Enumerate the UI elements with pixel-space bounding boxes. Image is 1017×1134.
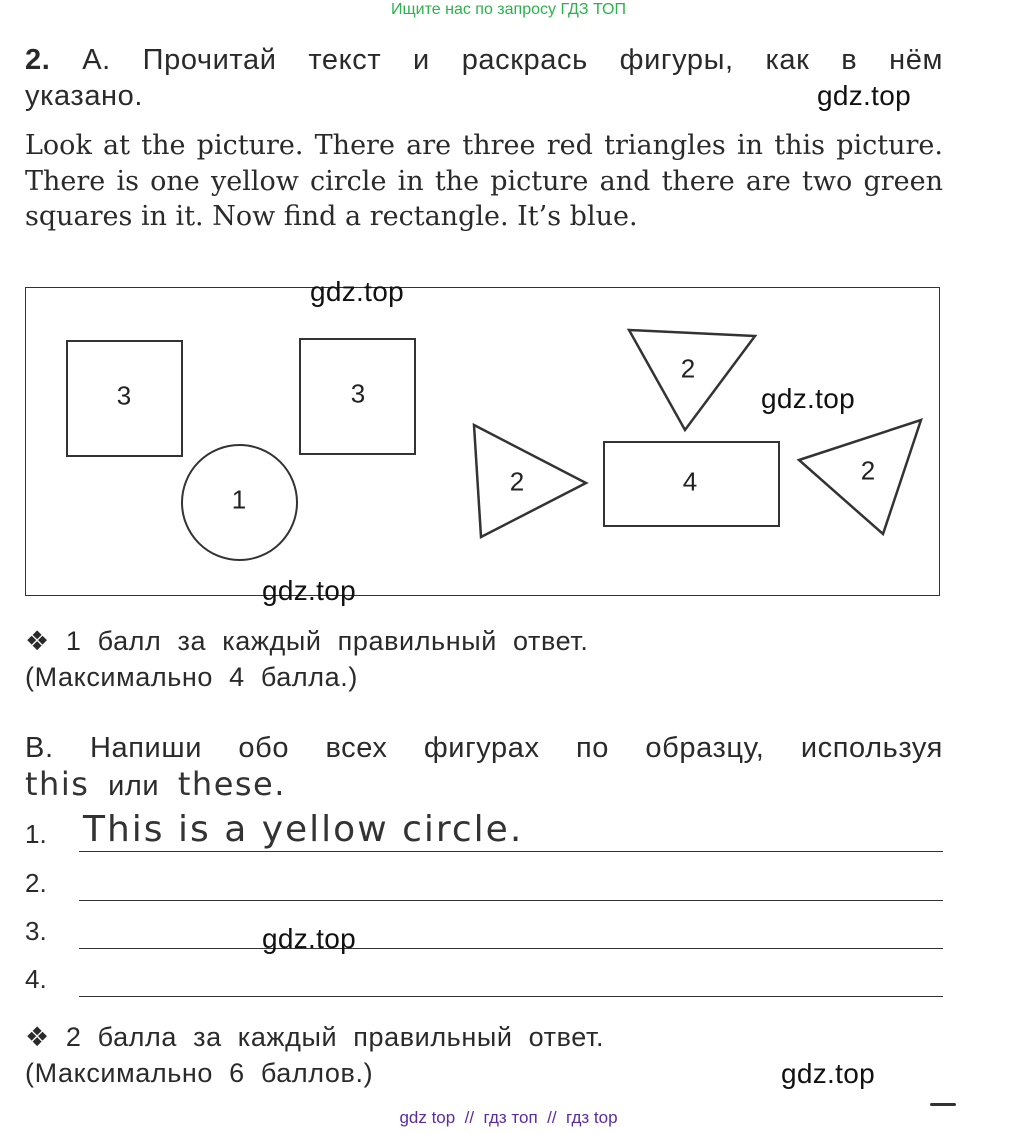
- answer-rule: [79, 948, 943, 949]
- score-a-line2: (Максимально 4 балла.): [25, 662, 358, 692]
- answer-line-2[interactable]: [25, 857, 943, 901]
- word-or: или: [108, 770, 160, 802]
- answer-rule: [79, 996, 943, 997]
- square-left-label: 3: [116, 380, 132, 411]
- rectangle-label: 4: [682, 466, 698, 497]
- square-right-label: 3: [350, 378, 366, 409]
- triangle-left-label: 2: [509, 466, 525, 497]
- circle-label: 1: [231, 484, 247, 515]
- answer-line-number: 3.: [25, 916, 47, 946]
- part-b-line2: [25, 766, 943, 804]
- triangle-left: [474, 425, 586, 537]
- answer-rule: [79, 851, 943, 852]
- page-corner-mark: [930, 1103, 956, 1106]
- score-b-line2: (Максимально 6 баллов.): [25, 1058, 374, 1088]
- answer-rule: [79, 900, 943, 901]
- score-a-line1: ❖ 1 балл за каждый правильный ответ.: [25, 626, 589, 656]
- watermark: gdz.top: [262, 575, 356, 606]
- watermark: gdz.top: [761, 383, 855, 414]
- triangle-right-label: 2: [860, 455, 876, 486]
- word-these: these.: [177, 765, 286, 803]
- search-banner[interactable]: Ищите нас по запросу ГДЗ ТОП: [391, 1, 626, 18]
- part-a-instruction: [25, 42, 943, 114]
- part-b-instruction: [25, 730, 943, 804]
- answer-line-number: 1.: [25, 819, 47, 849]
- answer-line-4[interactable]: [25, 953, 943, 997]
- answer-line-number: 4.: [25, 964, 47, 994]
- answer-line-3[interactable]: [25, 905, 943, 949]
- part-a-text: А. Прочитай текст и раскрась фигуры, как в нём указано.: [25, 44, 943, 112]
- task-number: 2.: [25, 44, 51, 76]
- watermark: gdz.top: [817, 80, 911, 111]
- answer-line-number: 2.: [25, 868, 47, 898]
- footer-links[interactable]: gdz top // гдз топ // гдз top: [399, 1108, 618, 1127]
- answer-text: This is a yellow circle.: [83, 809, 524, 850]
- answer-line-1[interactable]: [25, 808, 943, 852]
- english-reading-text: Look at the picture. There are three red triangles in this picture. There is one yellow circle in the picture and there are two green squares in it. Now find a rectangle. It’s blue.: [25, 130, 943, 232]
- figure-frame: [25, 287, 940, 596]
- triangles-layer: [26, 288, 941, 597]
- word-this: this: [25, 765, 90, 803]
- triangle-top-label: 2: [680, 353, 696, 384]
- watermark: gdz.top: [310, 276, 404, 307]
- watermark: gdz.top: [262, 923, 356, 954]
- part-b-line1: В. Напиши обо всех фигурах по образцу, используя: [25, 732, 943, 764]
- score-b-line1: ❖ 2 балла за каждый правильный ответ.: [25, 1022, 605, 1052]
- watermark: gdz.top: [781, 1058, 875, 1089]
